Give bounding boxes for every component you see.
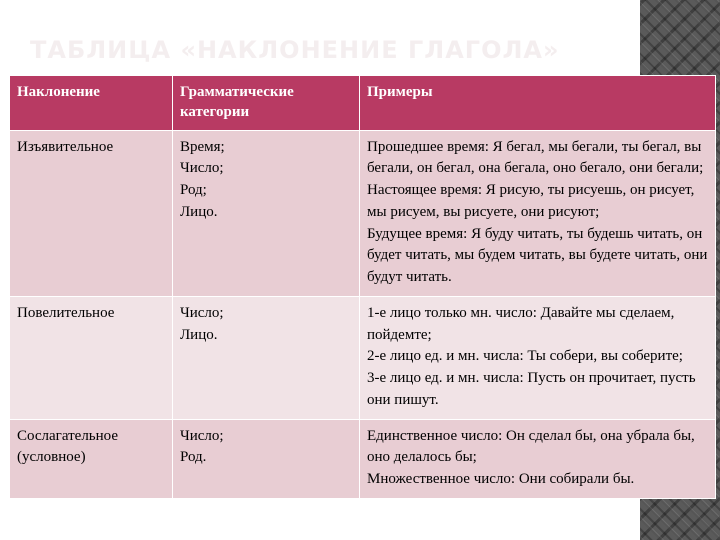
table-header-row xyxy=(10,76,716,131)
example-line: 3-е лицо ед. и мн. числа: Пусть он прочитает, пусть они пишут. xyxy=(367,370,696,408)
example-line: Настоящее время: Я рисую, ты рисуешь, он рисует, мы рисуем, вы рисуете, они рисуют; xyxy=(367,182,695,220)
category-line: Род. xyxy=(180,449,207,466)
verb-mood-table xyxy=(9,75,716,499)
example-line: Будущее время: Я буду читать, ты будешь читать, он будет читать, мы будем читать, вы будете читать, они будут читать. xyxy=(367,225,708,285)
category-line: Число; xyxy=(180,160,224,177)
table-row-indicative xyxy=(10,130,716,296)
category-line: Число; xyxy=(180,304,224,321)
slide-title: ТАБЛИЦА «НАКЛОНЕНИЕ ГЛАГОЛА» xyxy=(30,36,560,64)
categories-cell xyxy=(173,130,360,296)
header-categories: Грамматические категории xyxy=(173,76,360,131)
examples-cell xyxy=(360,296,716,419)
example-line: Множественное число: Они собирали бы. xyxy=(367,471,635,487)
header-mood: Наклонение xyxy=(10,76,173,131)
category-line: Лицо. xyxy=(180,326,218,343)
categories-cell xyxy=(173,296,360,419)
categories-cell xyxy=(173,419,360,498)
mood-cell: Изъявительное xyxy=(10,130,173,296)
category-line: Число; xyxy=(180,427,224,444)
table-row-subjunctive xyxy=(10,419,716,498)
table-row-imperative xyxy=(10,296,716,419)
category-line: Род; xyxy=(180,182,207,198)
header-examples: Примеры xyxy=(360,76,716,131)
examples-cell xyxy=(360,130,716,296)
category-line: Лицо. xyxy=(180,203,218,220)
mood-cell: Повелительное xyxy=(10,296,173,419)
category-line: Время; xyxy=(180,138,225,155)
mood-cell: Сослагательное (условное) xyxy=(10,419,173,498)
example-line: 1-е лицо только мн. число: Давайте мы сделаем, пойдемте; xyxy=(367,304,675,343)
example-line: Прошедшее время: Я бегал, мы бегали, ты бегал, вы бегали, он бегал, она бегала, оно бегало, они бегали; xyxy=(367,138,704,177)
examples-cell xyxy=(360,419,716,498)
example-line: Единственное число: Он сделал бы, она убрала бы, оно делалось бы; xyxy=(367,427,695,466)
example-line: 2-е лицо ед. и мн. числа: Ты собери, вы соберите; xyxy=(367,348,683,365)
